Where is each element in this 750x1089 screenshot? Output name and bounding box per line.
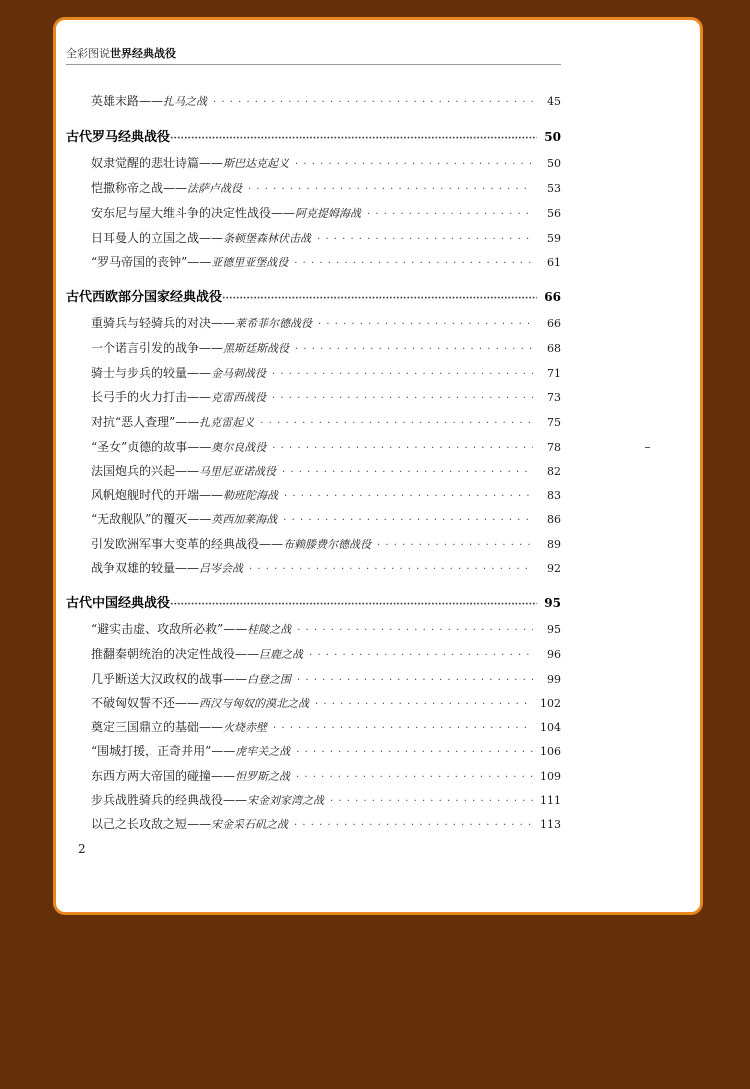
- entry-battle-name: 莱希菲尔德战役: [235, 317, 313, 330]
- dot-leader: [294, 815, 533, 837]
- page-number: 2: [78, 842, 86, 856]
- dot-leader: [283, 510, 533, 532]
- toc-entry[interactable]: [91, 202, 561, 224]
- entry-title: 对抗“恶人查理”——: [91, 415, 200, 429]
- dot-leader: [272, 388, 533, 410]
- dot-leader: [315, 694, 533, 716]
- entry-battle-name: 斯巴达克起义: [223, 157, 290, 170]
- entry-page-number: 106: [540, 745, 561, 758]
- entry-page-number: 61: [547, 256, 561, 269]
- entry-page-number: 113: [540, 818, 561, 831]
- dot-leader: [295, 154, 533, 176]
- toc-entry[interactable]: [91, 740, 561, 762]
- entry-title: “圣女”贞德的故事——: [91, 440, 212, 454]
- toc-entry[interactable]: [91, 716, 561, 738]
- dot-leader: [272, 438, 533, 460]
- entry-page-number: 78: [547, 441, 561, 454]
- entry-page-number: 95: [547, 623, 561, 636]
- entry-title: 日耳曼人的立国之战——: [91, 231, 224, 245]
- header-rule: [66, 64, 561, 65]
- entry-title: 骑士与步兵的较量——: [91, 366, 212, 380]
- entry-title: 推翻秦朝统治的决定性战役——: [91, 647, 260, 661]
- entry-title: “避实击虚、攻敌所必救”——: [91, 622, 248, 636]
- entry-title: 奴隶觉醒的悲壮诗篇——: [91, 156, 224, 170]
- entry-page-number: 66: [544, 290, 561, 304]
- entry-title: 法国炮兵的兴起——: [91, 464, 200, 478]
- entry-battle-name: 火烧赤壁: [223, 721, 268, 734]
- entry-title: 东西方两大帝国的碰撞——: [91, 769, 236, 783]
- dot-leader: [294, 253, 533, 275]
- toc-entry[interactable]: [91, 312, 561, 334]
- dot-leader: [296, 742, 533, 764]
- entry-page-number: 75: [547, 416, 561, 429]
- entry-title: 风帆炮舰时代的开端——: [91, 488, 224, 502]
- entry-battle-name: 西汉与匈奴的漠北之战: [199, 697, 310, 710]
- toc-entry[interactable]: [91, 484, 561, 506]
- running-head: [66, 45, 176, 61]
- toc-entry[interactable]: [91, 618, 561, 640]
- toc-entry[interactable]: [91, 813, 561, 835]
- dot-leader: [367, 204, 533, 226]
- dot-leader: [249, 559, 533, 581]
- entry-page-number: 45: [547, 95, 561, 108]
- entry-battle-name: 勒班陀海战: [223, 489, 279, 502]
- entry-battle-name: 布赖滕费尔德战役: [283, 538, 372, 551]
- entry-page-number: 96: [547, 648, 561, 661]
- toc-entry[interactable]: [91, 765, 561, 787]
- entry-page-number: 56: [547, 207, 561, 220]
- toc-entry[interactable]: [91, 90, 561, 112]
- toc-entry[interactable]: [91, 251, 561, 273]
- toc-entry[interactable]: [91, 227, 561, 249]
- entry-battle-name: 黑斯廷斯战役: [223, 342, 290, 355]
- entry-battle-name: 宋金采石矶之战: [211, 818, 289, 831]
- entry-battle-name: 巨鹿之战: [259, 648, 304, 661]
- toc-entry[interactable]: [91, 557, 561, 579]
- entry-battle-name: 扎马之战: [163, 95, 208, 108]
- entry-title: “罗马帝国的丧钟”——: [91, 255, 212, 269]
- toc-section-heading[interactable]: [66, 286, 561, 308]
- dot-leader: [222, 288, 537, 310]
- entry-title: 不破匈奴誓不还——: [91, 696, 200, 710]
- toc-section-heading[interactable]: [66, 126, 561, 148]
- entry-battle-name: 法萨卢战役: [187, 182, 243, 195]
- entry-title: 长弓手的火力打击——: [91, 390, 212, 404]
- dot-leader: [296, 767, 533, 789]
- entry-page-number: 89: [547, 538, 561, 551]
- toc-entry[interactable]: [91, 643, 561, 665]
- entry-battle-name: 扎克雷起义: [199, 416, 255, 429]
- entry-title: 英雄末路——: [91, 94, 164, 108]
- toc-section-heading[interactable]: [66, 592, 561, 614]
- entry-page-number: 102: [540, 697, 561, 710]
- toc-entry[interactable]: [91, 789, 561, 811]
- entry-page-number: 71: [547, 367, 561, 380]
- toc-entry[interactable]: [91, 460, 561, 482]
- dot-leader: [284, 486, 533, 508]
- dot-leader: [297, 670, 533, 692]
- dot-leader: [282, 462, 533, 484]
- entry-battle-name: 怛罗斯之战: [235, 770, 291, 783]
- section-title: 古代西欧部分国家经典战役: [66, 290, 223, 305]
- dot-leader: [309, 645, 533, 667]
- entry-battle-name: 阿克提姆海战: [295, 207, 362, 220]
- entry-title: “围城打援，正奇并用”——: [91, 744, 236, 758]
- section-title: 古代中国经典战役: [66, 596, 171, 611]
- entry-battle-name: 金马刺战役: [211, 367, 267, 380]
- entry-title: 引发欧洲军事大变革的经典战役——: [91, 537, 284, 551]
- dot-leader: [248, 179, 533, 201]
- dot-leader: [297, 620, 533, 642]
- toc-entry[interactable]: [91, 177, 561, 199]
- toc-entry[interactable]: [91, 152, 561, 174]
- entry-title: 战争双雄的较量——: [91, 561, 200, 575]
- toc-entry[interactable]: [91, 436, 561, 458]
- entry-page-number: 99: [547, 673, 561, 686]
- entry-battle-name: 马里尼亚诺战役: [199, 465, 277, 478]
- entry-page-number: 59: [547, 232, 561, 245]
- entry-page-number: 53: [547, 182, 561, 195]
- entry-page-number: 111: [540, 794, 561, 807]
- entry-page-number: 92: [547, 562, 561, 575]
- entry-page-number: 86: [547, 513, 561, 526]
- entry-page-number: 82: [547, 465, 561, 478]
- entry-page-number: 73: [547, 391, 561, 404]
- toc-entry[interactable]: [91, 533, 561, 555]
- entry-battle-name: 白登之围: [247, 673, 292, 686]
- series-label: 全彩图说: [66, 47, 110, 60]
- entry-page-number: 95: [544, 596, 561, 610]
- entry-battle-name: 条顿堡森林伏击战: [223, 232, 312, 245]
- entry-title: 安东尼与屋大维斗争的决定性战役——: [91, 206, 296, 220]
- entry-battle-name: 吕岑会战: [199, 562, 244, 575]
- entry-page-number: 104: [540, 721, 561, 734]
- entry-battle-name: 亚德里亚堡战役: [211, 256, 289, 269]
- page-edge-mark: [645, 447, 650, 448]
- dot-leader: [272, 364, 533, 386]
- entry-battle-name: 奥尔良战役: [211, 441, 267, 454]
- entry-battle-name: 桂陵之战: [247, 623, 292, 636]
- entry-title: “无敌舰队”的覆灭——: [91, 512, 212, 526]
- entry-title: 以己之长攻敌之短——: [91, 817, 212, 831]
- entry-battle-name: 虎牢关之战: [235, 745, 291, 758]
- dot-leader: [377, 535, 533, 557]
- dot-leader: [170, 128, 537, 150]
- entry-battle-name: 克雷西战役: [211, 391, 267, 404]
- dot-leader: [273, 718, 533, 740]
- entry-page-number: 83: [547, 489, 561, 502]
- entry-title: 奠定三国鼎立的基础——: [91, 720, 224, 734]
- entry-page-number: 50: [544, 130, 561, 144]
- dot-leader: [260, 413, 533, 435]
- entry-title: 恺撒称帝之战——: [91, 181, 188, 195]
- toc-entry[interactable]: [91, 386, 561, 408]
- entry-title: 重骑兵与轻骑兵的对决——: [91, 316, 236, 330]
- toc-entry[interactable]: [91, 411, 561, 433]
- dot-leader: [318, 314, 533, 336]
- entry-title: 一个诺言引发的战争——: [91, 341, 224, 355]
- entry-title: 步兵战胜骑兵的经典战役——: [91, 793, 248, 807]
- dot-leader: [330, 791, 533, 813]
- toc-entry[interactable]: [91, 508, 561, 530]
- dot-leader: [170, 594, 537, 616]
- toc-entry[interactable]: [91, 668, 561, 690]
- entry-page-number: 66: [547, 317, 561, 330]
- entry-battle-name: 宋金刘家湾之战: [247, 794, 325, 807]
- entry-page-number: 68: [547, 342, 561, 355]
- dot-leader: [295, 339, 533, 361]
- section-title: 古代罗马经典战役: [66, 130, 171, 145]
- book-title: 世界经典战役: [110, 47, 176, 60]
- entry-title: 几乎断送大汉政权的战事——: [91, 672, 248, 686]
- entry-battle-name: 英西加莱海战: [211, 513, 278, 526]
- dot-leader: [213, 92, 533, 114]
- dot-leader: [317, 229, 533, 251]
- entry-page-number: 109: [540, 770, 561, 783]
- toc-entry[interactable]: [91, 362, 561, 384]
- toc-entry[interactable]: [91, 692, 561, 714]
- toc-entry[interactable]: [91, 337, 561, 359]
- entry-page-number: 50: [547, 157, 561, 170]
